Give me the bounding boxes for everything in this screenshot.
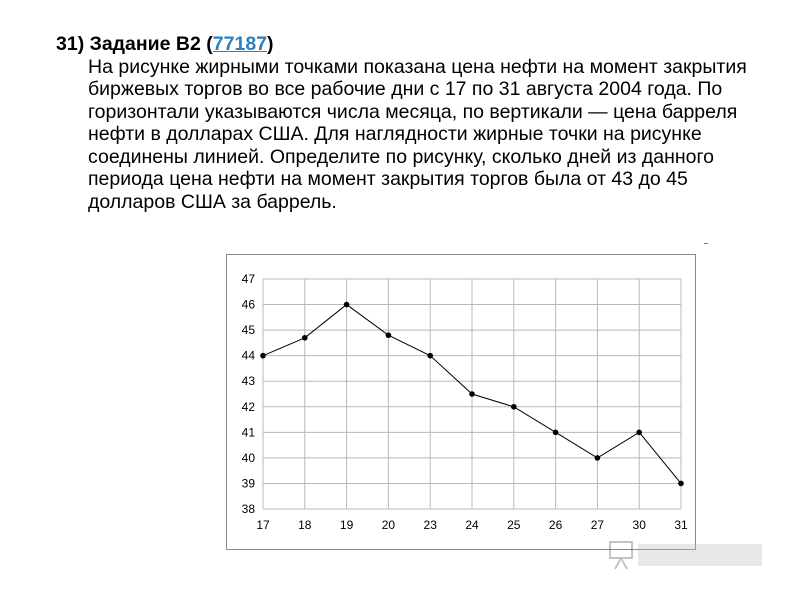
x-tick-label: 27 bbox=[590, 518, 605, 532]
price-chart bbox=[227, 255, 695, 549]
data-point bbox=[302, 335, 308, 341]
x-tick-label: 23 bbox=[423, 518, 437, 532]
y-tick-label: 41 bbox=[241, 425, 255, 440]
y-tick-label: 43 bbox=[241, 374, 255, 389]
paren-open: ( bbox=[206, 33, 213, 55]
data-point bbox=[344, 302, 350, 308]
data-point bbox=[469, 391, 475, 397]
data-point bbox=[636, 430, 642, 436]
task-text: На рисунке жирными точками показана цена нефти на момент закрытия биржевых торгов во все рабочие дни с 17 по 31 августа 2004 года. По горизонтали указываются числа месяца, по вертикали — цена барреля нефти в долларах США. Для наглядности жирные точки на рисунке соединены линией. Определите по рисунку, сколько дней из данного периода цена нефти на момент закрытия торгов была от 43 до 45 долларов США за баррель. bbox=[88, 55, 747, 213]
x-tick-label: 24 bbox=[465, 518, 479, 532]
x-tick-label: 19 bbox=[339, 518, 354, 532]
y-tick-label: 38 bbox=[241, 502, 255, 516]
y-tick-label: 46 bbox=[241, 297, 255, 312]
x-tick-label: 18 bbox=[298, 518, 312, 532]
y-tick-label: 47 bbox=[241, 272, 255, 286]
task-number: 31) bbox=[56, 33, 85, 55]
y-tick-label: 42 bbox=[241, 399, 255, 414]
x-tick-label: 20 bbox=[381, 518, 396, 532]
task-block bbox=[56, 33, 776, 213]
paren-close: ) bbox=[267, 33, 274, 55]
chart-frame bbox=[226, 254, 696, 550]
task-id-link[interactable]: 77187 bbox=[212, 33, 268, 55]
x-tick-label: 17 bbox=[256, 518, 270, 532]
y-tick-label: 45 bbox=[241, 323, 255, 338]
data-point bbox=[260, 353, 266, 359]
y-tick-label: 39 bbox=[241, 476, 255, 491]
presentation-board-icon bbox=[606, 538, 766, 572]
x-tick-label: 30 bbox=[632, 518, 646, 532]
task-heading bbox=[56, 33, 274, 55]
data-point bbox=[553, 430, 559, 436]
stray-dash bbox=[704, 243, 708, 244]
data-point bbox=[678, 481, 684, 487]
data-point bbox=[595, 455, 601, 461]
task-title: Задание B2 bbox=[89, 33, 201, 55]
x-tick-label: 25 bbox=[507, 518, 521, 532]
x-tick-label: 26 bbox=[548, 518, 563, 532]
data-point bbox=[427, 353, 433, 359]
y-tick-label: 44 bbox=[241, 348, 255, 363]
data-point bbox=[386, 332, 392, 338]
data-point bbox=[511, 404, 517, 410]
y-tick-label: 40 bbox=[241, 450, 255, 465]
x-tick-label: 31 bbox=[674, 518, 688, 532]
